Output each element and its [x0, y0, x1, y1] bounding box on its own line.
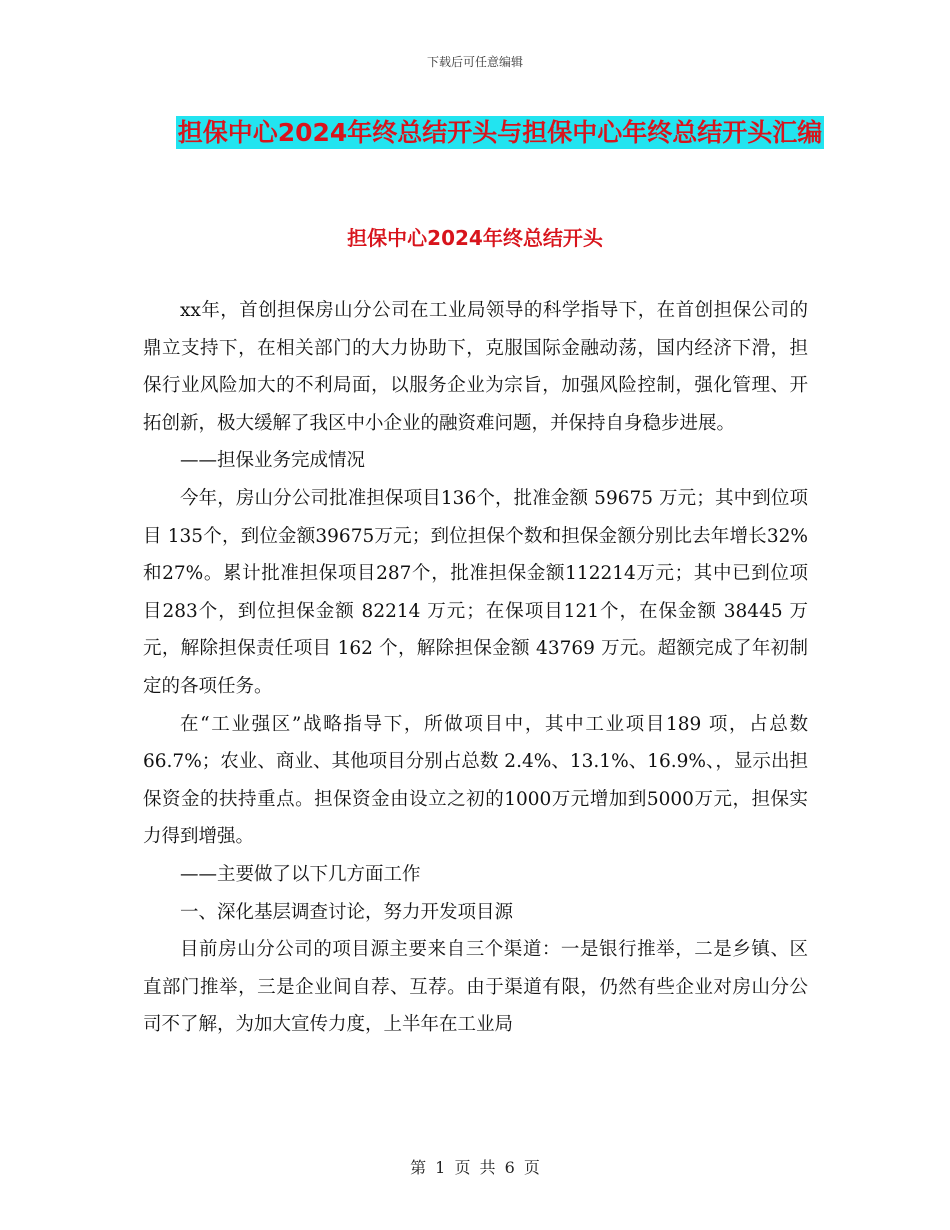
body-subheading: 一、深化基层调查讨论，努力开发项目源 [180, 901, 514, 923]
document-body [143, 292, 808, 1044]
body-subheading: ——担保业务完成情况 [180, 450, 366, 472]
section-title: 担保中心2024年终总结开头 [347, 226, 603, 250]
page-footer: 第 1 页 共 6 页 [410, 1158, 540, 1177]
body-paragraph: 今年，房山分公司批准担保项目136个，批准金额 59675 万元；其中到位项目 135个，到位金额39675万元；到位担保个数和担保金额分别比去年增长32%和27%。累计批准担保项目287个，批准担保金额112214万元；其中已到位项目283个，到位担保金额 82214 万元；在保项目121个，在保金额 38445 万元，解除担保责任项目 162 个，解除担保金额 43769 万元。超额完成了年初制定的各项任务。 [143, 487, 808, 697]
body-paragraph: 在“工业强区”战略指导下，所做项目中，其中工业项目189 项，占总数66.7%；农业、商业、其他项目分别占总数 2.4%、13.1%、16.9%、，显示出担保资金的扶持重点。担保资金由设立之初的1000万元增加到5000万元，担保实力得到增强。 [143, 713, 808, 848]
document-title-text: 担保中心2024年终总结开头与担保中心年终总结开头汇编 [177, 118, 823, 147]
body-subheading: ——主要做了以下几方面工作 [180, 863, 421, 885]
page-header-note: 下载后可任意编辑 [426, 55, 523, 69]
document-title [140, 110, 860, 156]
body-paragraph: 目前房山分公司的项目源主要来自三个渠道：一是银行推举，二是乡镇、区直部门推举，三是企业间自荐、互荐。由于渠道有限，仍然有些企业对房山分公司不了解，为加大宣传力度，上半年在工业局 [143, 939, 808, 1036]
body-paragraph: xx年，首创担保房山分公司在工业局领导的科学指导下，在首创担保公司的鼎立支持下，在相关部门的大力协助下，克服国际金融动荡，国内经济下滑，担保行业风险加大的不利局面，以服务企业为宗旨，加强风险控制，强化管理、开拓创新，极大缓解了我区中小企业的融资难问题，并保持自身稳步进展。 [143, 300, 808, 434]
